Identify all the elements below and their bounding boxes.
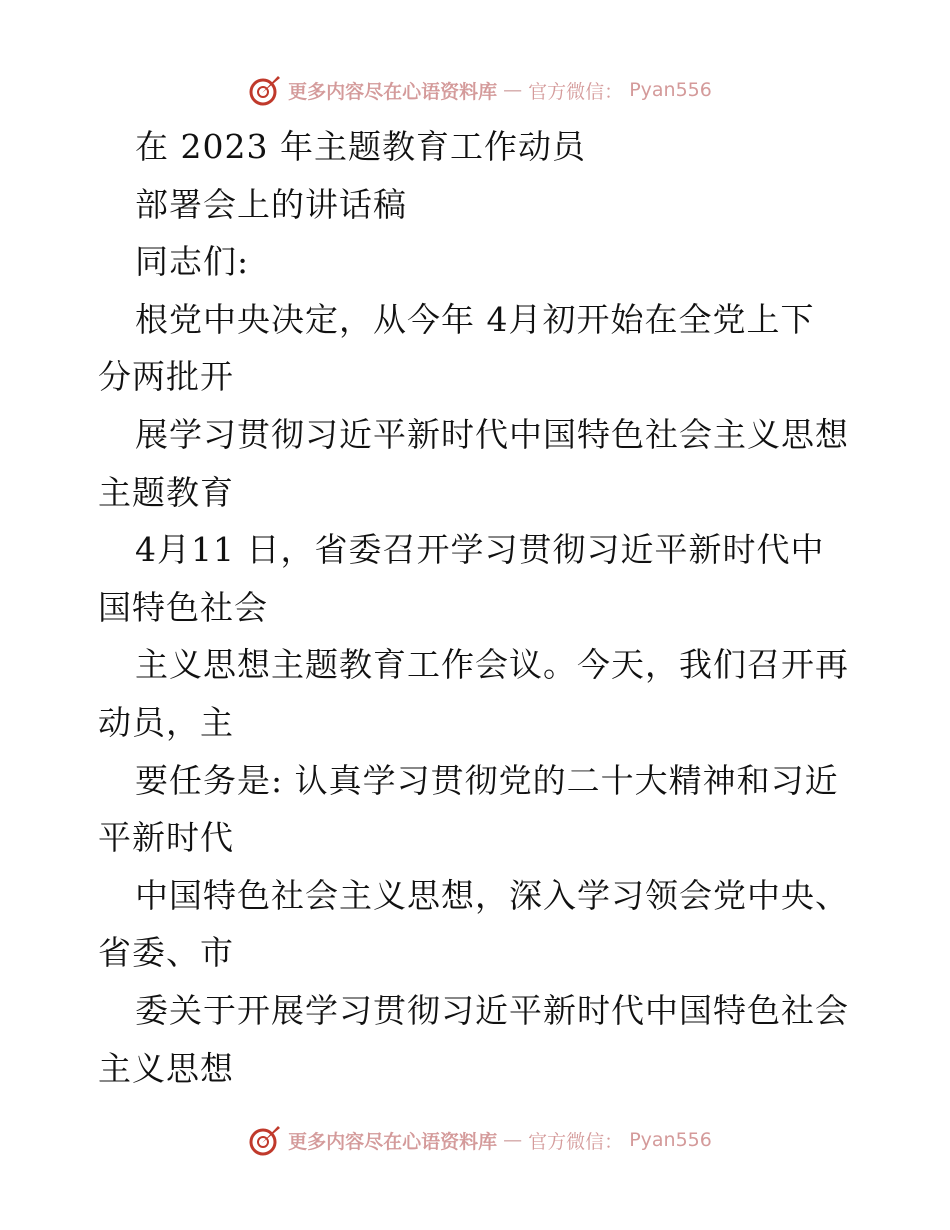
text-line: 部署会上的讲话稿 (135, 184, 407, 224)
header-watermark (0, 70, 950, 110)
header-watermark-group (248, 73, 712, 107)
text-line: 动员，主 (98, 702, 234, 742)
footer-watermark (0, 1120, 950, 1160)
footer-watermark-group (248, 1123, 712, 1157)
text-line: 展学习贯彻习近平新时代中国特色社会主义思想 (135, 414, 849, 454)
quill-logo-icon (248, 1123, 282, 1157)
document-body (98, 118, 858, 1097)
text-line: 中国特色社会主义思想，深入学习领会党中央、 (135, 875, 849, 915)
text-line: 省委、市 (98, 933, 234, 973)
watermark-text: 更多内容尽在心语资料库 (288, 1130, 498, 1153)
text-line: 要任务是: 认真学习贯彻党的二十大精神和习近 (135, 760, 839, 800)
text-line: 主义思想主题教育工作会议。今天，我们召开再 (135, 645, 849, 685)
watermark-separator: — (503, 79, 523, 101)
watermark-contact-id: Pyan556 (629, 1129, 712, 1151)
watermark-contact-label: 官方微信： (528, 1130, 624, 1153)
text-line: 委关于开展学习贯彻习近平新时代中国特色社会 (135, 990, 849, 1030)
watermark-text: 更多内容尽在心语资料库 (288, 80, 498, 103)
text-line: 根党中央决定，从今年 4月初开始在全党上下 (135, 299, 815, 339)
text-line: 国特色社会 (98, 587, 268, 627)
text-line: 同志们: (135, 242, 250, 282)
watermark-contact-label: 官方微信： (528, 80, 624, 103)
text-line: 平新时代 (98, 818, 234, 858)
quill-logo-icon (248, 73, 282, 107)
text-line: 分两批开 (98, 357, 234, 397)
text-line: 4月11 日，省委召开学习贯彻习近平新时代中 (135, 530, 825, 570)
text-line: 在 2023 年主题教育工作动员 (135, 127, 586, 166)
text-line: 主题教育 (98, 472, 234, 512)
watermark-separator: — (503, 1129, 523, 1151)
text-line: 主义思想 (98, 1048, 234, 1088)
watermark-contact-id: Pyan556 (629, 79, 712, 101)
